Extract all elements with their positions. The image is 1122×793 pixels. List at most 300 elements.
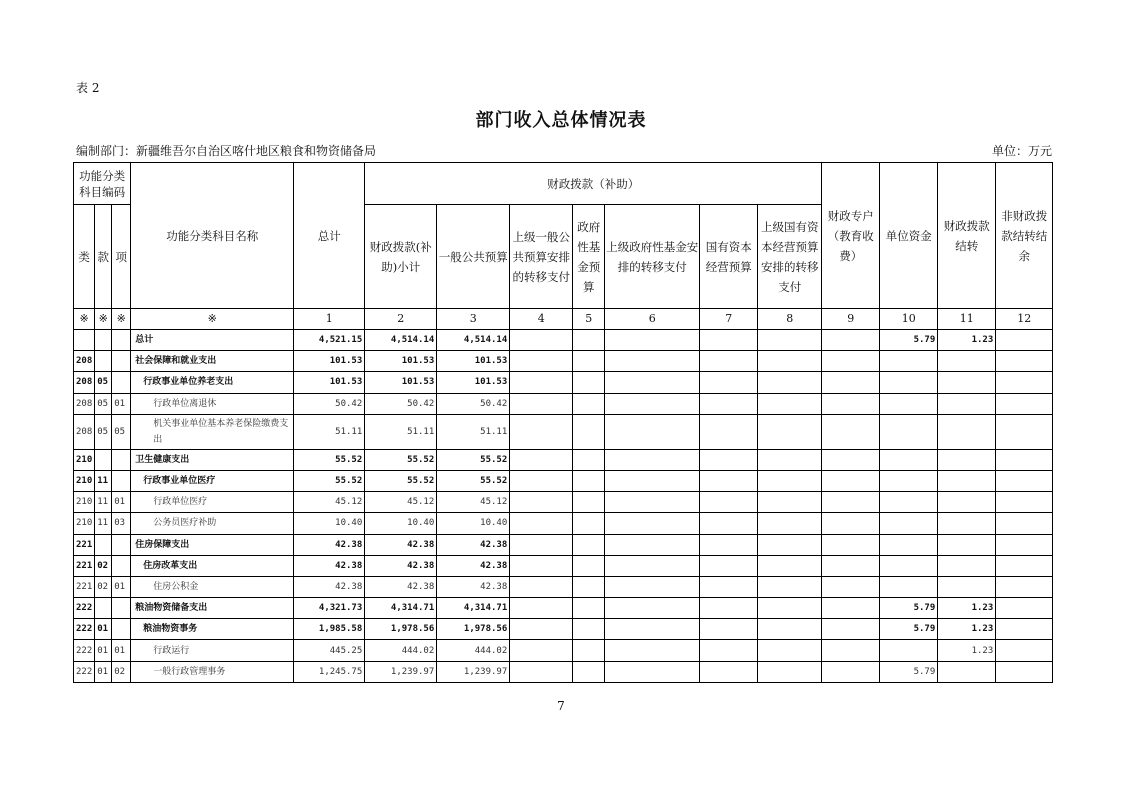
item-name: 住房保障支出 — [131, 534, 294, 555]
header-func-name: 功能分类科目名称 — [131, 163, 294, 309]
amount-c9 — [880, 555, 938, 576]
item-name: 行政事业单位养老支出 — [131, 372, 294, 393]
code-kuan: 11 — [95, 470, 112, 491]
header-upper-capital-transfer: 上级国有资本经营预算安排的转移支付 — [758, 205, 822, 309]
amount-c3 — [510, 351, 573, 372]
amount-c7 — [758, 449, 822, 470]
header-kuan: 款 — [95, 205, 112, 309]
item-name: 总计 — [131, 330, 294, 351]
item-name: 行政事业单位医疗 — [131, 470, 294, 491]
amount-total: 50.42 — [294, 393, 365, 414]
amount-c10 — [938, 576, 996, 597]
amount-c2: 1,239.97 — [437, 661, 510, 682]
code-lei: 208 — [74, 372, 95, 393]
amount-c9: 5.79 — [880, 598, 938, 619]
amount-total: 4,521.15 — [294, 330, 365, 351]
amount-c11 — [996, 449, 1053, 470]
table-row — [74, 640, 1053, 661]
amount-c2: 42.38 — [437, 555, 510, 576]
amount-c4 — [573, 513, 605, 534]
amount-c11 — [996, 640, 1053, 661]
column-index-cell: 7 — [700, 309, 758, 330]
table-row — [74, 513, 1053, 534]
amount-c8 — [822, 619, 880, 640]
amount-c8 — [822, 555, 880, 576]
code-lei: 210 — [74, 492, 95, 513]
column-index-cell: 4 — [510, 309, 573, 330]
amount-c5 — [605, 661, 700, 682]
item-name: 粮油物资事务 — [131, 619, 294, 640]
amount-c11 — [996, 555, 1053, 576]
item-name: 机关事业单位基本养老保险缴费支出 — [131, 414, 294, 449]
amount-c8 — [822, 351, 880, 372]
amount-c7 — [758, 640, 822, 661]
amount-c1: 55.52 — [365, 470, 437, 491]
amount-c4 — [573, 598, 605, 619]
amount-total: 45.12 — [294, 492, 365, 513]
amount-c7 — [758, 619, 822, 640]
amount-c5 — [605, 330, 700, 351]
amount-c9 — [880, 449, 938, 470]
item-name: 一般行政管理事务 — [131, 661, 294, 682]
amount-c2: 101.53 — [437, 351, 510, 372]
amount-c2: 444.02 — [437, 640, 510, 661]
amount-c2: 45.12 — [437, 492, 510, 513]
amount-c1: 45.12 — [365, 492, 437, 513]
amount-c5 — [605, 393, 700, 414]
amount-c9 — [880, 640, 938, 661]
amount-c5 — [605, 449, 700, 470]
amount-c3 — [510, 534, 573, 555]
amount-c8 — [822, 414, 880, 449]
amount-c4 — [573, 492, 605, 513]
amount-c8 — [822, 640, 880, 661]
code-xiang: 05 — [112, 414, 131, 449]
amount-c10 — [938, 470, 996, 491]
amount-c3 — [510, 449, 573, 470]
code-xiang — [112, 555, 131, 576]
header-upper-general-transfer: 上级一般公共预算安排的转移支付 — [510, 205, 573, 309]
amount-c7 — [758, 470, 822, 491]
amount-c4 — [573, 661, 605, 682]
amount-total: 101.53 — [294, 372, 365, 393]
amount-c9 — [880, 470, 938, 491]
amount-c10 — [938, 492, 996, 513]
code-xiang — [112, 449, 131, 470]
column-index-row — [74, 309, 1053, 330]
code-xiang: 01 — [112, 640, 131, 661]
amount-total: 55.52 — [294, 470, 365, 491]
code-lei: 222 — [74, 598, 95, 619]
amount-c4 — [573, 372, 605, 393]
code-lei: 208 — [74, 351, 95, 372]
code-kuan — [95, 598, 112, 619]
code-xiang: 03 — [112, 513, 131, 534]
amount-c5 — [605, 513, 700, 534]
item-name: 住房公积金 — [131, 576, 294, 597]
code-kuan: 02 — [95, 555, 112, 576]
header-subtotal: 财政拨款(补助)小计 — [365, 205, 437, 309]
table-row — [74, 661, 1053, 682]
table-row — [74, 492, 1053, 513]
amount-c11 — [996, 372, 1053, 393]
code-lei: 210 — [74, 513, 95, 534]
amount-c6 — [700, 598, 758, 619]
amount-c11 — [996, 470, 1053, 491]
amount-c9: 5.79 — [880, 619, 938, 640]
amount-c10 — [938, 534, 996, 555]
item-name: 住房改革支出 — [131, 555, 294, 576]
code-lei: 208 — [74, 393, 95, 414]
column-index-cell: 10 — [880, 309, 938, 330]
amount-total: 42.38 — [294, 576, 365, 597]
amount-c6 — [700, 513, 758, 534]
amount-c5 — [605, 598, 700, 619]
amount-c9 — [880, 351, 938, 372]
amount-c9 — [880, 513, 938, 534]
amount-c6 — [700, 449, 758, 470]
header-nonfiscal-carryover: 非财政拨款结转结余 — [996, 163, 1053, 309]
amount-c2: 50.42 — [437, 393, 510, 414]
amount-c8 — [822, 372, 880, 393]
amount-c4 — [573, 619, 605, 640]
header-fiscal-carryover: 财政拨款结转 — [938, 163, 996, 309]
code-xiang — [112, 470, 131, 491]
amount-c5 — [605, 534, 700, 555]
column-index-cell: 9 — [822, 309, 880, 330]
amount-c3 — [510, 619, 573, 640]
amount-c11 — [996, 598, 1053, 619]
amount-c7 — [758, 661, 822, 682]
table-body — [74, 330, 1053, 683]
code-xiang — [112, 330, 131, 351]
amount-c2: 101.53 — [437, 372, 510, 393]
amount-c5 — [605, 414, 700, 449]
amount-c1: 101.53 — [365, 372, 437, 393]
code-lei: 221 — [74, 534, 95, 555]
amount-c11 — [996, 351, 1053, 372]
amount-c6 — [700, 372, 758, 393]
amount-c6 — [700, 534, 758, 555]
amount-c6 — [700, 330, 758, 351]
amount-c2: 42.38 — [437, 534, 510, 555]
code-kuan: 01 — [95, 619, 112, 640]
item-name: 行政单位医疗 — [131, 492, 294, 513]
amount-c7 — [758, 372, 822, 393]
amount-c7 — [758, 576, 822, 597]
amount-c6 — [700, 492, 758, 513]
code-kuan: 05 — [95, 393, 112, 414]
amount-c9: 5.79 — [880, 330, 938, 351]
amount-c7 — [758, 414, 822, 449]
code-xiang — [112, 534, 131, 555]
amount-c1: 1,978.56 — [365, 619, 437, 640]
amount-c10 — [938, 372, 996, 393]
amount-c8 — [822, 513, 880, 534]
code-lei: 221 — [74, 576, 95, 597]
amount-c7 — [758, 492, 822, 513]
code-xiang: 01 — [112, 492, 131, 513]
code-kuan: 11 — [95, 492, 112, 513]
header-general-budget: 一般公共预算 — [437, 205, 510, 309]
code-kuan — [95, 449, 112, 470]
amount-c10 — [938, 393, 996, 414]
amount-c1: 55.52 — [365, 449, 437, 470]
table-row — [74, 534, 1053, 555]
amount-c4 — [573, 330, 605, 351]
amount-c11 — [996, 330, 1053, 351]
code-lei: 222 — [74, 661, 95, 682]
amount-c4 — [573, 555, 605, 576]
amount-c4 — [573, 449, 605, 470]
amount-c7 — [758, 513, 822, 534]
amount-c10: 1.23 — [938, 330, 996, 351]
amount-c1: 4,514.14 — [365, 330, 437, 351]
income-summary-table — [73, 162, 1053, 683]
amount-c8 — [822, 470, 880, 491]
amount-c3 — [510, 640, 573, 661]
code-kuan: 01 — [95, 661, 112, 682]
amount-c9 — [880, 372, 938, 393]
header-xiang: 项 — [112, 205, 131, 309]
amount-c8 — [822, 598, 880, 619]
amount-c11 — [996, 619, 1053, 640]
table-row — [74, 330, 1053, 351]
table-row — [74, 372, 1053, 393]
table-row — [74, 555, 1053, 576]
amount-c1: 42.38 — [365, 534, 437, 555]
amount-c9 — [880, 534, 938, 555]
code-kuan: 02 — [95, 576, 112, 597]
amount-c6 — [700, 661, 758, 682]
amount-total: 101.53 — [294, 351, 365, 372]
item-name: 粮油物资储备支出 — [131, 598, 294, 619]
amount-c3 — [510, 576, 573, 597]
header-func-code: 功能分类科目编码 — [74, 163, 131, 205]
amount-c7 — [758, 393, 822, 414]
amount-c3 — [510, 330, 573, 351]
amount-c10 — [938, 414, 996, 449]
page-title: 部门收入总体情况表 — [475, 110, 647, 131]
amount-c1: 1,239.97 — [365, 661, 437, 682]
column-index-cell: 6 — [605, 309, 700, 330]
amount-c11 — [996, 661, 1053, 682]
amount-c4 — [573, 351, 605, 372]
code-xiang: 02 — [112, 661, 131, 682]
amount-c1: 101.53 — [365, 351, 437, 372]
amount-c8 — [822, 534, 880, 555]
code-xiang: 01 — [112, 576, 131, 597]
code-kuan: 11 — [95, 513, 112, 534]
code-lei: 222 — [74, 640, 95, 661]
amount-c9 — [880, 414, 938, 449]
column-index-cell: 2 — [365, 309, 437, 330]
amount-c7 — [758, 598, 822, 619]
amount-c7 — [758, 330, 822, 351]
amount-c10 — [938, 449, 996, 470]
amount-c2: 55.52 — [437, 449, 510, 470]
column-index-cell: ※ — [131, 309, 294, 330]
column-index-cell: 3 — [437, 309, 510, 330]
amount-c4 — [573, 414, 605, 449]
amount-c10: 1.23 — [938, 598, 996, 619]
amount-c8 — [822, 661, 880, 682]
amount-c3 — [510, 661, 573, 682]
amount-c3 — [510, 414, 573, 449]
amount-total: 1,985.58 — [294, 619, 365, 640]
table-row — [74, 414, 1053, 449]
unit-label: 单位：万元 — [991, 144, 1052, 158]
column-index-cell: 1 — [294, 309, 365, 330]
amount-c5 — [605, 470, 700, 491]
amount-c6 — [700, 351, 758, 372]
amount-c5 — [605, 640, 700, 661]
amount-c2: 4,314.71 — [437, 598, 510, 619]
table-row — [74, 351, 1053, 372]
amount-c9 — [880, 492, 938, 513]
code-kuan — [95, 351, 112, 372]
page-number: 7 — [557, 699, 565, 713]
header-gov-fund-budget: 政府性基金预算 — [573, 205, 605, 309]
amount-c9: 5.79 — [880, 661, 938, 682]
column-index-cell: 5 — [573, 309, 605, 330]
amount-c10 — [938, 351, 996, 372]
column-index-cell: ※ — [112, 309, 131, 330]
amount-c8 — [822, 576, 880, 597]
table-row — [74, 470, 1053, 491]
code-xiang — [112, 619, 131, 640]
amount-c6 — [700, 555, 758, 576]
header-state-capital-budget: 国有资本经营预算 — [700, 205, 758, 309]
amount-c2: 1,978.56 — [437, 619, 510, 640]
amount-c7 — [758, 351, 822, 372]
amount-c10: 1.23 — [938, 640, 996, 661]
amount-c2: 51.11 — [437, 414, 510, 449]
amount-c8 — [822, 330, 880, 351]
code-lei: 210 — [74, 470, 95, 491]
amount-c11 — [996, 534, 1053, 555]
amount-total: 1,245.75 — [294, 661, 365, 682]
code-kuan — [95, 330, 112, 351]
header-fiscal-allocation: 财政拨款（补助） — [365, 163, 822, 205]
amount-c8 — [822, 492, 880, 513]
amount-total: 51.11 — [294, 414, 365, 449]
amount-c11 — [996, 576, 1053, 597]
amount-c1: 42.38 — [365, 576, 437, 597]
amount-c4 — [573, 534, 605, 555]
amount-c4 — [573, 576, 605, 597]
column-index-cell: 8 — [758, 309, 822, 330]
column-index-cell: ※ — [74, 309, 95, 330]
amount-c1: 42.38 — [365, 555, 437, 576]
amount-c11 — [996, 414, 1053, 449]
header-upper-fund-transfer: 上级政府性基金安排的转移支付 — [605, 205, 700, 309]
amount-c6 — [700, 414, 758, 449]
amount-c5 — [605, 372, 700, 393]
amount-c6 — [700, 393, 758, 414]
amount-c10 — [938, 661, 996, 682]
amount-c3 — [510, 598, 573, 619]
header-lei: 类 — [74, 205, 95, 309]
amount-c2: 10.40 — [437, 513, 510, 534]
amount-c3 — [510, 492, 573, 513]
item-name: 卫生健康支出 — [131, 449, 294, 470]
column-index-cell: ※ — [95, 309, 112, 330]
amount-c6 — [700, 576, 758, 597]
amount-c1: 50.42 — [365, 393, 437, 414]
amount-total: 10.40 — [294, 513, 365, 534]
amount-c2: 4,514.14 — [437, 330, 510, 351]
amount-total: 4,321.73 — [294, 598, 365, 619]
amount-c5 — [605, 576, 700, 597]
amount-c6 — [700, 619, 758, 640]
amount-c7 — [758, 555, 822, 576]
amount-c8 — [822, 449, 880, 470]
code-kuan: 05 — [95, 372, 112, 393]
table-row — [74, 449, 1053, 470]
amount-c11 — [996, 513, 1053, 534]
amount-c10: 1.23 — [938, 619, 996, 640]
amount-c6 — [700, 470, 758, 491]
amount-c4 — [573, 393, 605, 414]
code-lei: 221 — [74, 555, 95, 576]
code-lei: 222 — [74, 619, 95, 640]
amount-c8 — [822, 393, 880, 414]
compiling-department: 编制部门：新疆维吾尔自治区喀什地区粮食和物资储备局 — [76, 144, 377, 158]
table-row — [74, 393, 1053, 414]
amount-c3 — [510, 470, 573, 491]
amount-total: 55.52 — [294, 449, 365, 470]
amount-c1: 4,314.71 — [365, 598, 437, 619]
table-row — [74, 619, 1053, 640]
code-kuan: 01 — [95, 640, 112, 661]
amount-c3 — [510, 372, 573, 393]
amount-c5 — [605, 619, 700, 640]
amount-total: 42.38 — [294, 555, 365, 576]
amount-c5 — [605, 351, 700, 372]
amount-c6 — [700, 640, 758, 661]
table-row — [74, 598, 1053, 619]
code-xiang — [112, 598, 131, 619]
code-xiang — [112, 351, 131, 372]
item-name: 公务员医疗补助 — [131, 513, 294, 534]
code-xiang — [112, 372, 131, 393]
amount-c11 — [996, 492, 1053, 513]
amount-c1: 444.02 — [365, 640, 437, 661]
amount-c11 — [996, 393, 1053, 414]
code-lei — [74, 330, 95, 351]
amount-c3 — [510, 513, 573, 534]
column-index-cell: 12 — [996, 309, 1053, 330]
amount-c2: 42.38 — [437, 576, 510, 597]
code-lei: 208 — [74, 414, 95, 449]
amount-c2: 55.52 — [437, 470, 510, 491]
amount-total: 42.38 — [294, 534, 365, 555]
amount-c9 — [880, 393, 938, 414]
header-unit-funds: 单位资金 — [880, 163, 938, 309]
amount-c7 — [758, 534, 822, 555]
table-number: 表 2 — [76, 81, 100, 95]
code-lei: 210 — [74, 449, 95, 470]
code-xiang: 01 — [112, 393, 131, 414]
amount-c1: 10.40 — [365, 513, 437, 534]
amount-c4 — [573, 470, 605, 491]
amount-c9 — [880, 576, 938, 597]
header-total: 总计 — [294, 163, 365, 309]
amount-c5 — [605, 555, 700, 576]
code-kuan — [95, 534, 112, 555]
amount-c1: 51.11 — [365, 414, 437, 449]
